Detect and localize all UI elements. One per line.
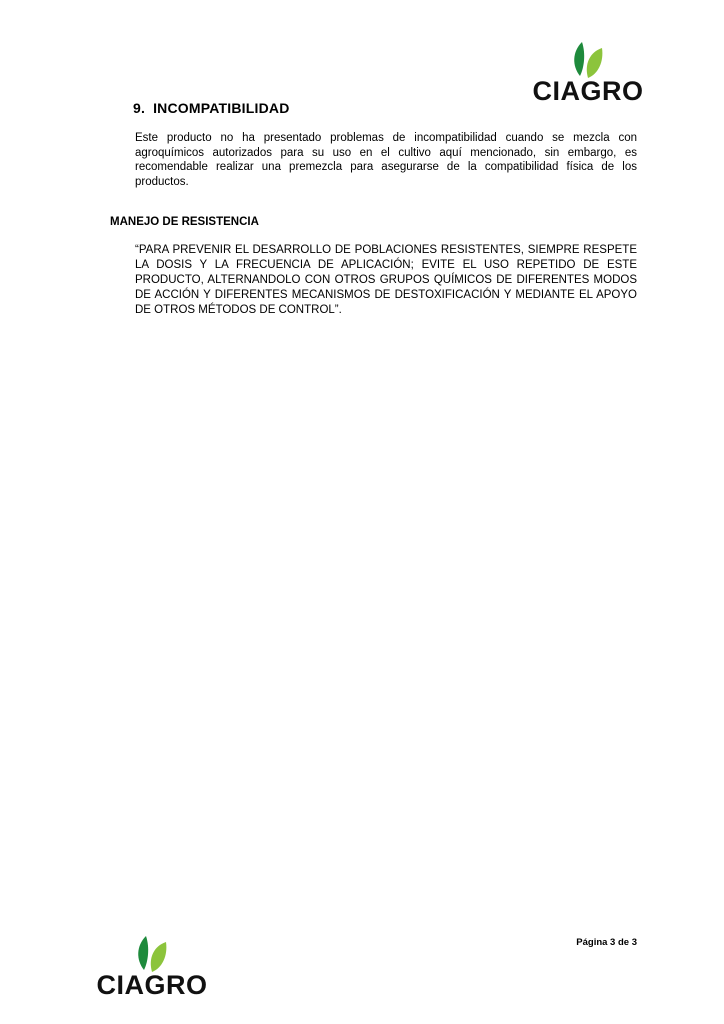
resistance-heading: MANEJO DE RESISTENCIA (110, 216, 259, 228)
section-title (133, 100, 290, 116)
section-number: 9. (133, 100, 146, 116)
leaf-icon (138, 936, 166, 972)
section-title-text: INCOMPATIBILIDAD (153, 100, 290, 116)
logo-wordmark: CIAGRO (96, 970, 208, 996)
incompatibility-paragraph: Este producto no ha presentado problemas de incompatibilidad cuando se mezcla con agroquímicos autorizados para su uso en el cultivo aquí mencionado, sin embargo, es recomendable realizar una premezcla para asegurarse de la compatibilidad física de los productos. (135, 132, 637, 188)
ciagro-logo-header (520, 40, 656, 102)
leaf-icon (574, 42, 602, 78)
logo-wordmark: CIAGRO (532, 76, 644, 102)
resistance-paragraph: “PARA PREVENIR EL DESARROLLO DE POBLACIONES RESISTENTES, SIEMPRE RESPETE LA DOSIS Y LA FRECUENCIA DE APLICACIÓN; EVITE EL USO REPETIDO DE ESTE PRODUCTO, ALTERNANDOLO CON OTROS GRUPOS QUÍMICOS DE DIFERENTES MODOS DE ACCIÓN Y DIFERENTES MECANISMOS DE DESTOXIFICACIÓN Y MEDIANTE EL APOYO DE OTROS MÉTODOS DE CONTROL”. (135, 244, 637, 316)
page-number: Página 3 de 3 (576, 937, 637, 948)
ciagro-logo-footer (84, 934, 220, 996)
